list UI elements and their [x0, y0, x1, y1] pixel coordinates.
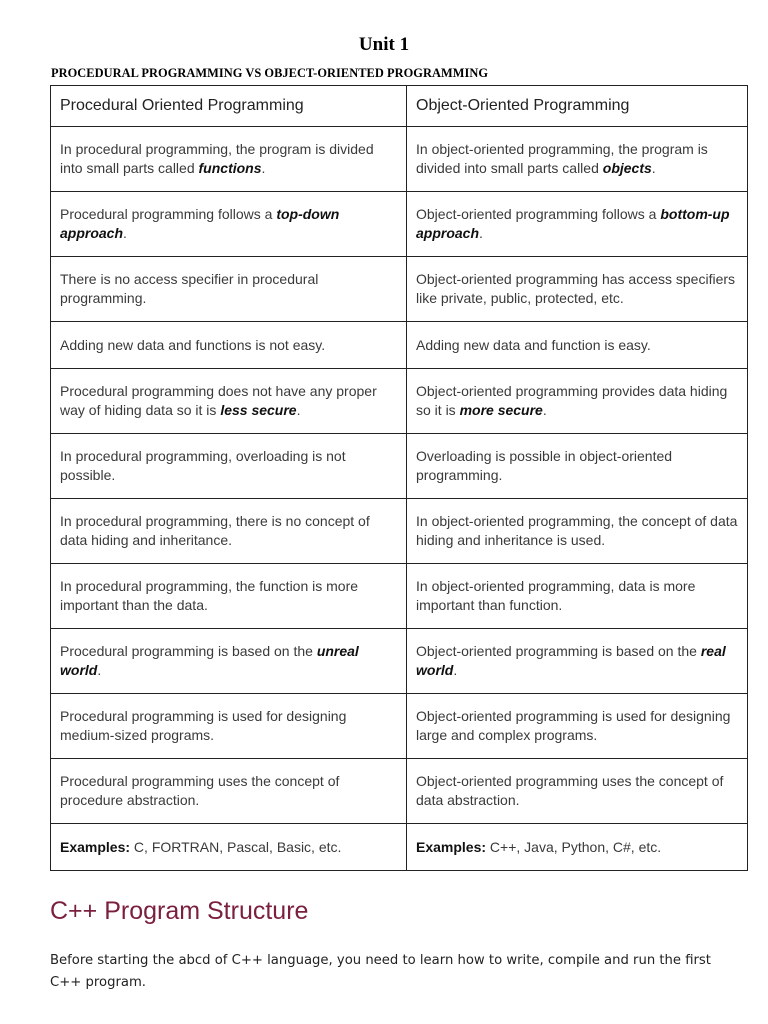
- procedural-cell: [51, 434, 407, 499]
- comparison-table: [50, 85, 748, 871]
- procedural-cell: [51, 499, 407, 564]
- cell-text: Procedural programming uses the concept of procedure abstraction.: [60, 773, 340, 808]
- table-header-row: [51, 86, 748, 127]
- procedural-cell: [51, 192, 407, 257]
- table-row: [51, 322, 748, 369]
- table-body: [51, 127, 748, 871]
- examples-label: Examples:: [60, 838, 131, 855]
- cell-emphasis: bottom-up approach: [416, 206, 730, 241]
- cell-text-end: .: [453, 662, 458, 678]
- oop-cell: [407, 192, 748, 257]
- procedural-cell: [51, 369, 407, 434]
- oop-cell: [407, 759, 748, 824]
- procedural-cell: [51, 257, 407, 322]
- procedural-cell: [51, 127, 407, 192]
- cell-text: In object-oriented programming, the program is divided into small parts called: [416, 141, 708, 176]
- oop-cell: [407, 369, 748, 434]
- section-heading: C++ Program Structure: [50, 897, 309, 925]
- cell-text-end: .: [651, 160, 656, 176]
- column-header-procedural: Procedural Oriented Programming: [51, 86, 407, 127]
- cell-text: There is no access specifier in procedural programming.: [60, 271, 319, 306]
- cell-text: Object-oriented programming follows a: [416, 206, 661, 222]
- procedural-cell: [51, 629, 407, 694]
- procedural-cell: [51, 759, 407, 824]
- comparison-subtitle: PROCEDURAL PROGRAMMING VS OBJECT-ORIENTED PROGRAMMING: [51, 66, 489, 80]
- cell-text: Procedural programming does not have any proper way of hiding data so it is: [60, 383, 377, 418]
- cell-emphasis: less secure: [220, 402, 297, 418]
- cell-text: Adding new data and function is easy.: [416, 336, 651, 353]
- cell-text: Procedural programming is based on the: [60, 643, 317, 659]
- oop-cell: [407, 694, 748, 759]
- cell-text-end: .: [97, 662, 102, 678]
- column-header-oop: Object-Oriented Programming: [407, 86, 748, 127]
- table-row: [51, 694, 748, 759]
- examples-value: C++, Java, Python, C#, etc.: [486, 838, 662, 855]
- oop-cell: [407, 257, 748, 322]
- cell-text: In procedural programming, overloading is not possible.: [60, 448, 346, 483]
- examples-row: [51, 824, 748, 871]
- cell-emphasis: more secure: [459, 402, 543, 418]
- cell-text: Object-oriented programming provides data hiding so it is: [416, 383, 728, 418]
- cell-text: In object-oriented programming, data is more important than function.: [416, 578, 696, 613]
- oop-examples-cell: [407, 824, 748, 871]
- oop-cell: [407, 564, 748, 629]
- table-row: [51, 499, 748, 564]
- oop-cell: [407, 322, 748, 369]
- cell-emphasis: unreal world: [60, 643, 359, 678]
- cell-text: Object-oriented programming uses the concept of data abstraction.: [416, 773, 724, 808]
- procedural-cell: [51, 322, 407, 369]
- cell-text: Procedural programming follows a: [60, 206, 277, 222]
- cell-text-end: .: [542, 402, 547, 418]
- cell-text: Adding new data and functions is not easy.: [60, 336, 326, 353]
- table-row: [51, 434, 748, 499]
- cell-text: In object-oriented programming, the concept of data hiding and inheritance is used.: [416, 513, 738, 548]
- oop-cell: [407, 629, 748, 694]
- cell-text-end: .: [479, 225, 483, 241]
- cell-text-end: .: [123, 225, 127, 241]
- cell-text: Object-oriented programming has access specifiers like private, public, protected, etc.: [416, 271, 736, 306]
- cell-text-end: .: [261, 160, 266, 176]
- procedural-cell: [51, 564, 407, 629]
- examples-value: C, FORTRAN, Pascal, Basic, etc.: [130, 838, 342, 855]
- oop-cell: [407, 127, 748, 192]
- cell-emphasis: functions: [198, 160, 262, 176]
- procedural-cell: [51, 694, 407, 759]
- table-row: [51, 369, 748, 434]
- cell-text-end: .: [296, 402, 301, 418]
- oop-cell: [407, 499, 748, 564]
- cell-text: In procedural programming, the function is more important than the data.: [60, 578, 359, 613]
- table-row: [51, 192, 748, 257]
- oop-cell: [407, 434, 748, 499]
- section-body-text: Before starting the abcd of C++ language, you need to learn how to write, compile and run the first C++ program.: [50, 953, 711, 990]
- cell-emphasis: top-down approach: [60, 206, 340, 241]
- table-row: [51, 759, 748, 824]
- table-row: [51, 564, 748, 629]
- examples-label: Examples:: [416, 838, 487, 855]
- cell-text: In procedural programming, the program is divided into small parts called: [60, 141, 374, 176]
- cell-emphasis: real world: [416, 643, 726, 678]
- cell-emphasis: objects: [602, 160, 652, 176]
- cell-text: Overloading is possible in object-oriented programming.: [416, 448, 673, 483]
- table-row: [51, 257, 748, 322]
- cell-text: In procedural programming, there is no concept of data hiding and inheritance.: [60, 513, 370, 548]
- table-row: [51, 127, 748, 192]
- cell-text: Object-oriented programming is used for designing large and complex programs.: [416, 708, 731, 743]
- cell-text: Procedural programming is used for designing medium-sized programs.: [60, 708, 347, 743]
- table-row: [51, 629, 748, 694]
- unit-title: Unit 1: [358, 34, 410, 55]
- cell-text: Object-oriented programming is based on the: [416, 643, 701, 659]
- procedural-examples-cell: [51, 824, 407, 871]
